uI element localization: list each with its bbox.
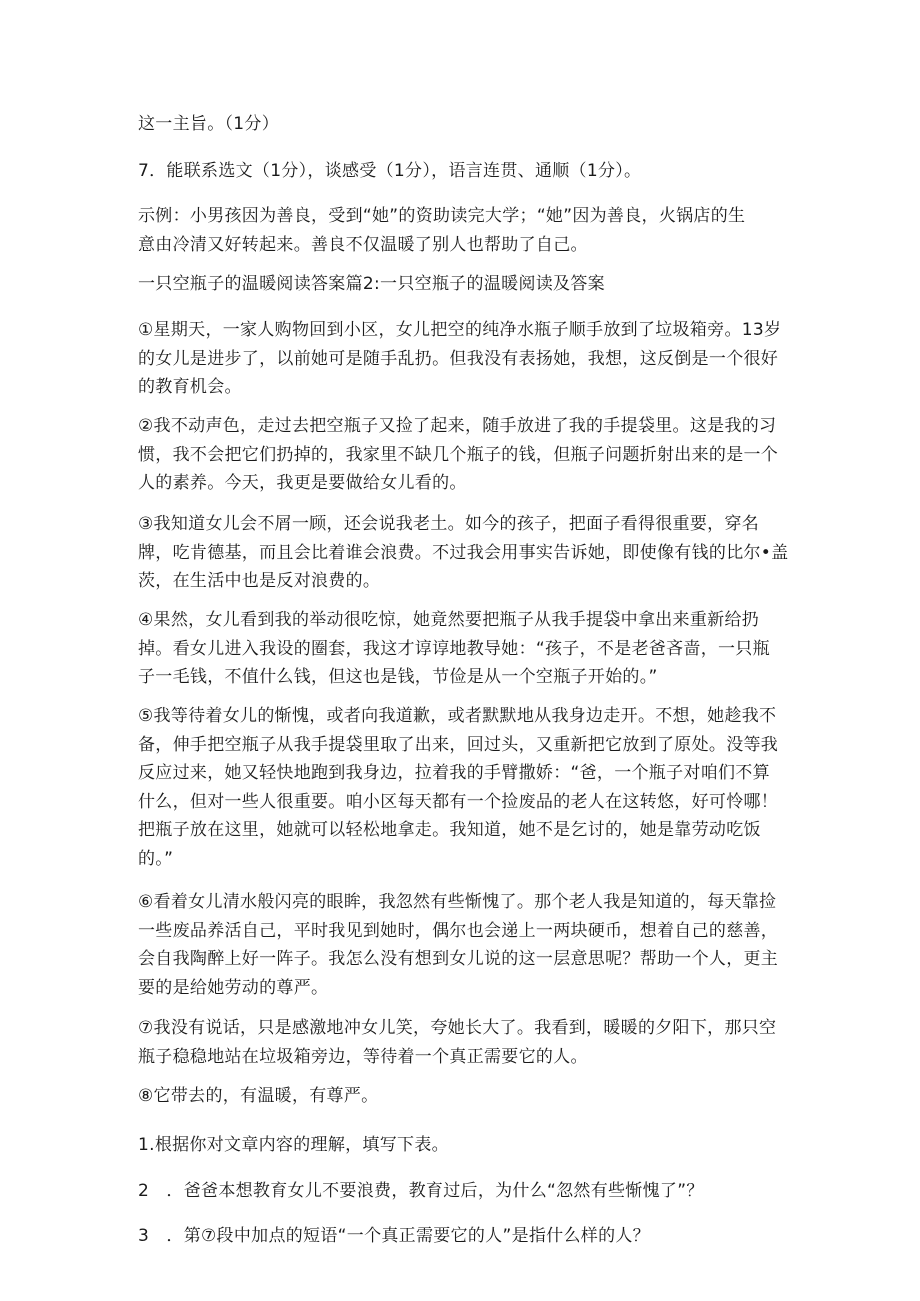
question-1: 1.根据你对文章内容的理解，填写下表。	[138, 1135, 449, 1155]
text-line: ⑦我没有说话，只是感激地冲女儿笑，夸她长大了。我看到，暖暖的夕阳下，那只空	[138, 1018, 777, 1038]
text-line: 示例：小男孩因为善良，受到“她”的资助读完大学；“她”因为善良，火锅店的生	[138, 206, 746, 226]
text-line: 备，伸手把空瓶子从我手提袋里取了出来，回过头，又重新把它放到了原处。没等我	[138, 734, 779, 755]
text-line: ③我知道女儿会不屑一顾，还会说我老土。如今的孩子，把面子看得很重要，穿名	[138, 514, 760, 534]
text-line: 掉。看女儿进入我设的圈套，我这才谆谆地教导她：“孩子，不是老爸吝啬，一只瓶	[138, 638, 770, 659]
paragraph-1	[138, 316, 798, 402]
answer-6-tail: 这一主旨。（1分）	[138, 114, 280, 134]
paragraph-7	[138, 1014, 798, 1071]
text-line: 瓶子稳稳地站在垃圾箱旁边，等待着一个真正需要它的人。	[138, 1046, 588, 1067]
text-line: 茨，在生活中也是反对浪费的。	[138, 571, 381, 591]
text-line: 把瓶子放在这里，她就可以轻松地拿走。我知道，她不是乞讨的，她是靠劳动吃饭	[138, 820, 761, 840]
text-line: 要的是给她劳动的尊严。	[138, 977, 329, 998]
paragraph-2	[138, 412, 798, 498]
text-line: 会自我陶醉上好一阵子。我怎么没有想到女儿说的这一层意思呢？帮助一个人，更主	[138, 949, 779, 969]
text-line: 惯，我不会把它们扔掉的，我家里不缺几个瓶子的钱，但瓶子问题折射出来的是一个	[138, 444, 779, 465]
text-line: 人的素养。今天，我更是要做给女儿看的。	[138, 473, 467, 493]
section-title: 一只空瓶子的温暖阅读答案篇2:一只空瓶子的温暖阅读及答案	[138, 274, 605, 294]
question-3: 3 ．第⑦段中加点的短语“一个真正需要它的人”是指什么样的人？	[138, 1226, 650, 1246]
text-line: ⑥看着女儿清水般闪亮的眼眸，我忽然有些惭愧了。那个老人我是知道的，每天靠捡	[138, 892, 777, 912]
paragraph-6	[138, 888, 798, 1002]
paragraph-4	[138, 606, 798, 692]
text-line: 意由冷清又好转起来。善良不仅温暖了别人也帮助了自己。	[138, 234, 588, 255]
paragraph-3	[138, 510, 798, 596]
answer-7: 7．能联系选文（1分），谈感受（1分），语言连贯、通顺（1分）。	[138, 161, 642, 181]
paragraph-8: ⑧它带去的，有温暖，有尊严。	[138, 1086, 379, 1106]
text-line: 的教育机会。	[138, 377, 242, 397]
text-line: 的。”	[138, 848, 174, 869]
example-paragraph	[138, 202, 798, 259]
question-2: 2 ．爸爸本想教育女儿不要浪费，教育过后，为什么“忽然有些惭愧了”？	[138, 1181, 704, 1201]
text-line: 什么，但对一些人很重要。咱小区每天都有一个捡废品的老人在这转悠，好可怜哪！	[138, 791, 779, 812]
text-line: 一些废品养活自己，平时我见到她时，偶尔也会递上一两块硬币，想着自己的慈善，	[138, 920, 779, 941]
text-line: 反应过来，她又轻快地跑到我身边，拉着我的手臂撒娇：“爸，一个瓶子对咱们不算	[138, 763, 770, 783]
text-line: 牌，吃肯德基，而且会比着谁会浪费。不过我会用事实告诉她，即使像有钱的比尔•盖	[138, 542, 789, 563]
text-line: ④果然，女儿看到我的举动很吃惊，她竟然要把瓶子从我手提袋中拿出来重新给扔	[138, 610, 760, 630]
text-line: 子一毛钱，不值什么钱，但这也是钱，节俭是从一个空瓶子开始的。”	[138, 667, 658, 687]
paragraph-5	[138, 702, 798, 873]
text-line: 的女儿是进步了，以前她可是随手乱扔。但我没有表扬她，我想，这反倒是一个很好	[138, 348, 779, 369]
text-line: ②我不动声色，走过去把空瓶子又捡了起来，随手放进了我的手提袋里。这是我的习	[138, 416, 777, 436]
text-line: ⑤我等待着女儿的惭愧，或者向我道歉，或者默默地从我身边走开。不想，她趁我不	[138, 706, 777, 726]
text-line: ①星期天，一家人购物回到小区，女儿把空的纯净水瓶子顺手放到了垃圾箱旁。13岁	[138, 320, 782, 340]
